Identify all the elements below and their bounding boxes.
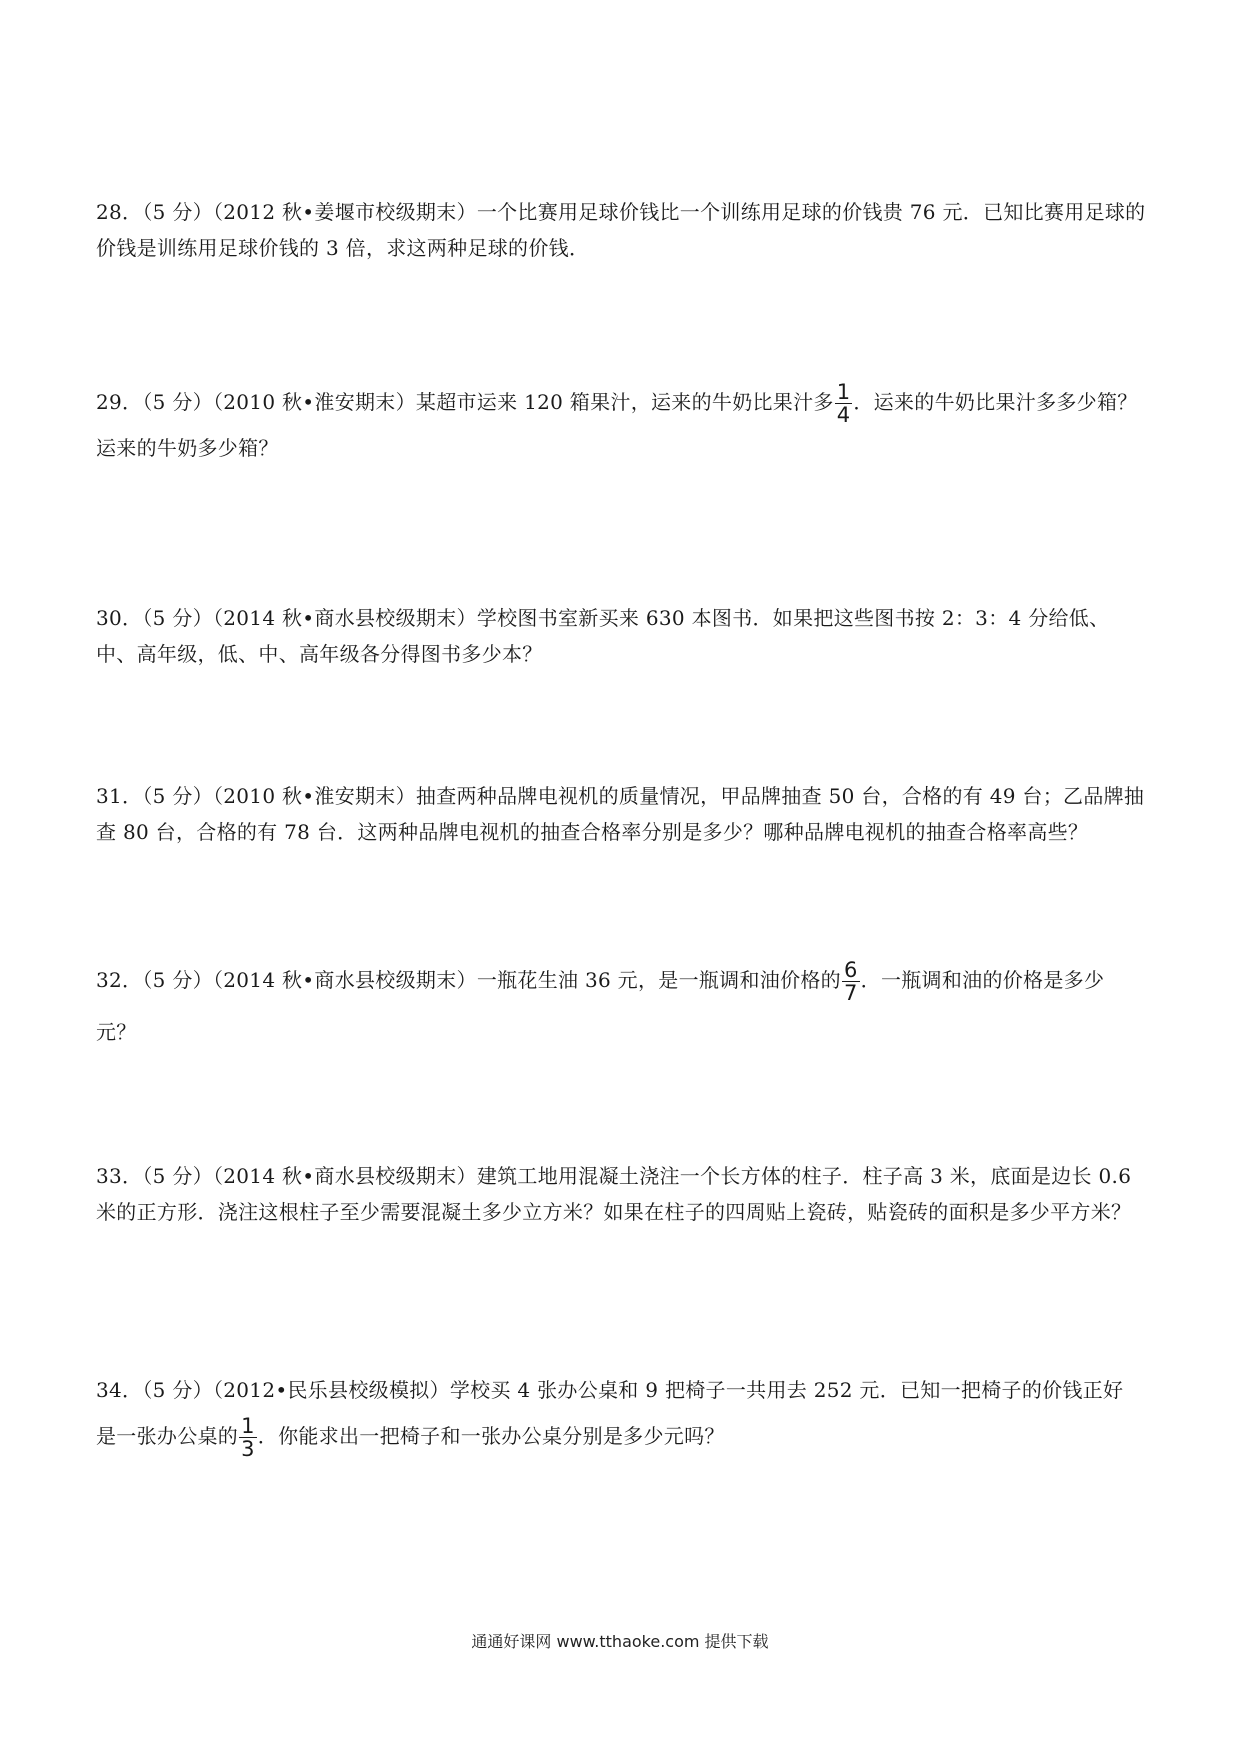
problem-30-text: [96, 600, 1146, 672]
problem-source: （2014 秋•商水县校级期末）: [212, 1164, 477, 1188]
problem-body-continued: ．一瓶调和油的价格是多少: [860, 968, 1105, 992]
problem-29: [96, 380, 1146, 466]
problem-body: 建筑工地用混凝土浇注一个长方体的柱子．柱子高 3 米，底面是边长 0.6 米的正方形．浇注这根柱子至少需要混凝土多少立方米？如果在柱子的四周贴上瓷砖，贴瓷砖的面积是多少平方米？: [96, 1164, 1132, 1224]
problem-source: （2012•民乐县校级模拟）: [212, 1378, 450, 1402]
problem-body: 抽查两种品牌电视机的质量情况，甲品牌抽查 50 台，合格的有 49 台；乙品牌抽查 80 台，合格的有 78 台．这两种品牌电视机的抽查合格率分别是多少？哪种品牌电视机的抽查合格率高些？: [96, 784, 1145, 844]
problem-29-line1: [96, 380, 1146, 426]
fraction-numerator: 6: [843, 958, 858, 982]
fraction-denominator: 4: [836, 403, 851, 427]
fraction: [835, 381, 853, 426]
problem-number: 30．: [96, 606, 143, 630]
fraction-denominator: 7: [843, 981, 858, 1005]
problem-32-line1: [96, 958, 1146, 1004]
problem-32-line2: 元？: [96, 1020, 137, 1044]
problem-28: [96, 194, 1146, 266]
problem-31: [96, 778, 1146, 850]
problem-30: [96, 600, 1146, 672]
problem-body: 一瓶花生油 36 元，是一瓶调和油价格的: [476, 968, 841, 992]
fraction-denominator: 3: [241, 1437, 255, 1461]
problem-number: 33．: [96, 1164, 143, 1188]
problem-body: 某超市运来 120 箱果汁，运来的牛奶比果汁多: [415, 390, 834, 414]
problem-source: （2014 秋•商水县校级期末）: [212, 968, 477, 992]
fraction-numerator: 1: [241, 1414, 255, 1438]
problem-31-text: [96, 778, 1146, 850]
footer-credit: 通通好课网 www.tthaoke.com 提供下载: [471, 1632, 769, 1651]
problem-source: （2010 秋•淮安期末）: [212, 390, 416, 414]
problem-score: （5 分）: [142, 1164, 213, 1188]
problem-score: （5 分）: [142, 968, 213, 992]
problem-score: （5 分）: [142, 784, 213, 808]
problem-32: [96, 958, 1146, 1050]
problem-body-continued: ．你能求出一把椅子和一张办公桌分别是多少元吗？: [257, 1424, 725, 1448]
problem-34-line2: [96, 1414, 1146, 1460]
fraction: [842, 959, 860, 1004]
problem-body: 是一张办公桌的: [96, 1424, 239, 1448]
problem-source: （2014 秋•商水县校级期末）: [212, 606, 477, 630]
problem-body: 学校图书室新买来 630 本图书．如果把这些图书按 2：3：4 分给低、中、高年级，低、中、高年级各分得图书多少本？: [96, 606, 1110, 666]
problem-score: （5 分）: [142, 1378, 213, 1402]
problem-number: 32．: [96, 968, 143, 992]
problem-score: （5 分）: [142, 200, 213, 224]
problem-28-text: [96, 194, 1146, 266]
problem-body-continued: ．运来的牛奶比果汁多多少箱？: [853, 390, 1138, 414]
problem-body: 一个比赛用足球价钱比一个训练用足球的价钱贵 76 元．已知比赛用足球的价钱是训练用足球价钱的 3 倍，求这两种足球的价钱．: [96, 200, 1146, 260]
problem-34: [96, 1372, 1146, 1460]
problem-source: （2012 秋•姜堰市校级期末）: [212, 200, 477, 224]
problem-number: 34．: [96, 1378, 143, 1402]
problem-33-text: [96, 1158, 1146, 1230]
fraction: [239, 1415, 257, 1460]
problem-source: （2010 秋•淮安期末）: [212, 784, 416, 808]
problem-number: 28．: [96, 200, 143, 224]
problem-body: 学校买 4 张办公桌和 9 把椅子一共用去 252 元．已知一把椅子的价钱正好: [449, 1378, 1124, 1402]
problem-score: （5 分）: [142, 390, 213, 414]
problem-number: 29．: [96, 390, 143, 414]
problem-number: 31．: [96, 784, 143, 808]
problem-34-line1: [96, 1372, 1146, 1408]
problem-33: [96, 1158, 1146, 1230]
problem-score: （5 分）: [142, 606, 213, 630]
fraction-numerator: 1: [836, 380, 851, 404]
problem-29-line2: 运来的牛奶多少箱？: [96, 436, 279, 460]
